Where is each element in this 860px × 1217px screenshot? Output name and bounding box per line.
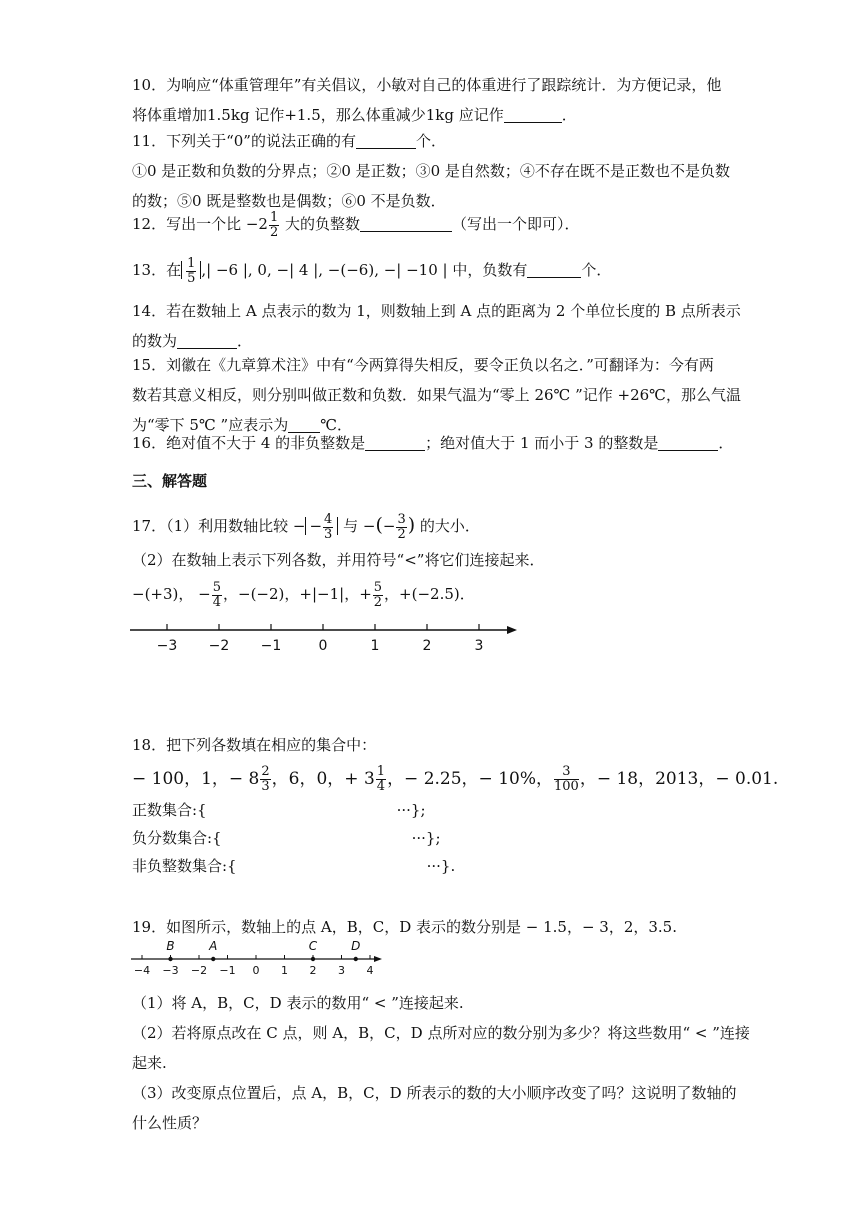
q12-frac-num: 1 <box>269 209 279 225</box>
q19-sub3b: 什么性质？ <box>132 1114 208 1132</box>
q12-tail: （写出一个即可）． <box>452 215 580 233</box>
question-10 <box>132 70 732 130</box>
q19-point-label: D <box>351 940 361 953</box>
question-16 <box>132 428 732 458</box>
question-11 <box>132 126 732 216</box>
q17-frac-3 <box>212 581 222 609</box>
q18-set1-label: 正数集合:{ <box>132 801 207 819</box>
q18-set-positive <box>132 796 732 824</box>
section-title: 三、解答题 <box>132 472 208 490</box>
q19-point-label: C <box>308 940 318 953</box>
q17-axis-arrow <box>507 626 517 634</box>
q14-end: ． <box>237 332 253 350</box>
q18-num-b: ，6，0，+ 3 <box>271 769 375 789</box>
q19-point-label: A <box>209 940 218 953</box>
q19-tick-label: 0 <box>252 964 260 977</box>
q12-fraction <box>269 211 279 239</box>
q17-frac3-den: 4 <box>212 594 222 610</box>
q13-fraction <box>186 257 196 285</box>
q17-frac2-num: 3 <box>397 511 406 527</box>
q17-tick-label: −2 <box>208 638 230 654</box>
q15-line2: 数若其意义相反，则分别叫做正数和负数．如果气温为“零上 26℃ ”记作 +26℃，那么气温 <box>132 386 741 404</box>
q18-frac-1 <box>260 765 270 793</box>
q12-frac-den: 2 <box>269 224 279 240</box>
q11-line3: 的数；⑤0 既是整数也是偶数；⑥0 不是负数． <box>132 192 446 210</box>
q17-abs-expr: − $\frac{4}{3}$ <box>305 517 338 535</box>
question-13 <box>132 253 732 287</box>
q11-line1-text: 11．下列关于“0”的说法正确的有 <box>132 132 356 150</box>
q17-frac1-num: 4 <box>324 511 333 527</box>
q19-tick-label: −4 <box>133 964 151 977</box>
q14-line2-text: 的数为 <box>132 332 178 350</box>
q17-frac-1 <box>323 513 333 541</box>
question-14 <box>132 296 741 356</box>
q17-paren-open: ( <box>375 514 383 536</box>
q18-frac2-den: 4 <box>376 779 386 794</box>
q17-frac4-den: 2 <box>373 594 383 610</box>
q13-answer-blank[interactable] <box>527 259 581 278</box>
q10-answer-blank[interactable] <box>504 104 562 123</box>
q17-paren-close: ) <box>407 514 416 536</box>
q17-num-1: −(+3)， <box>132 585 194 603</box>
q18-numbers <box>132 762 779 796</box>
q18-num-d: ，− 18，2013，− 0.01. <box>579 769 779 789</box>
q13-tail: 个． <box>581 261 612 279</box>
q19-point-label: B <box>166 940 175 953</box>
q17-p1c: 的大小． <box>415 517 480 535</box>
q12-pre: 12．写出一个比 −2 <box>132 215 268 233</box>
q10-line1: 10．为响应“体重管理年”有关倡议，小敏对自己的体重进行了跟踪统计．为方便记录，他 <box>132 76 722 94</box>
q18-frac-3 <box>554 765 579 793</box>
q19-tick-label: −3 <box>162 964 179 977</box>
q19-point <box>354 957 358 961</box>
q17-frac4-num: 5 <box>373 579 383 595</box>
q13-frac-den: 5 <box>187 270 196 286</box>
q19-number-line <box>128 940 388 980</box>
q18-num-c: ，− 2.25，− 10%， <box>387 769 553 789</box>
q18-frac1-den: 3 <box>261 779 270 794</box>
q19-point <box>311 957 315 961</box>
q18-set-nonneg-int <box>132 852 732 880</box>
question-18 <box>132 728 779 880</box>
q19-tick-label: 4 <box>366 964 374 977</box>
q18-frac2-num: 1 <box>376 764 386 780</box>
question-12 <box>132 207 732 241</box>
q18-frac1-num: 2 <box>261 764 270 780</box>
q17-number-line[interactable] <box>125 618 525 658</box>
q17-tick-label: 2 <box>422 638 432 654</box>
q12-post: 大的负整数 <box>280 215 361 233</box>
q17-tick-label: 3 <box>474 638 484 654</box>
q19-tick-label: 2 <box>309 964 317 977</box>
q12-line <box>132 207 732 241</box>
q10-line2-text: 将体重增加1.5kg 记作+1.5，那么体重减少1kg 应记作 <box>132 106 504 124</box>
q17-tick-label: 0 <box>318 638 328 654</box>
q15-line1: 15．刘徽在《九章算术注》中有“今两算得失相反，要令正负以名之．”可翻译为：今有两 <box>132 356 714 374</box>
q17-num-mid: ，−(−2)，+|−1|，+ <box>223 585 372 603</box>
question-17 <box>132 508 732 611</box>
q19-line1: 19．如图所示，数轴上的点 A，B，C，D 表示的数分别是 − 1.5，− 3，2，3.5. <box>132 918 677 936</box>
q13-frac-num: 1 <box>187 255 196 271</box>
q19-sub2b: 起来. <box>132 1054 167 1072</box>
q17-part1: 17．（1）利用数轴比较 − − $\frac{4}{3}$ 与 −(− $\frac{3}{2}$ ) 的大小． <box>132 511 480 542</box>
q17-frac1-den: 3 <box>324 526 333 542</box>
q16-line <box>132 428 732 458</box>
q10-end: ． <box>561 106 577 124</box>
q19-tick-label: −2 <box>190 964 208 977</box>
q16-b: ；绝对值大于 1 而小于 3 的整数是 <box>425 434 659 452</box>
q15-line3-text: 为“零下 5℃ ”应表示为 <box>132 416 289 434</box>
q11-line1 <box>132 126 732 156</box>
q13-pre: 13．在 <box>132 261 182 279</box>
q17-frac-2 <box>396 513 406 541</box>
q17-tick-label: −1 <box>260 638 282 654</box>
q17-p1b: 与 − <box>338 517 376 535</box>
q18-frac-2 <box>376 765 386 793</box>
q17-tick-label: −3 <box>156 638 178 654</box>
q17-num-end: ，+(−2.5)． <box>384 585 475 603</box>
q11-line2: ①0 是正数和负数的分界点；②0 是正数；③0 是自然数；④不存在既不是正数也不是负数 <box>132 162 730 180</box>
question-15 <box>132 350 741 440</box>
q17-p1a: 17．（1）利用数轴比较 − <box>132 517 306 535</box>
q16-a: 16．绝对值不大于 4 的非负整数是 <box>132 434 366 452</box>
q18-frac3-num: 3 <box>554 765 579 780</box>
q13-abs-fraction <box>181 255 201 286</box>
q19-sub2a: （2）若将原点改在 C 点，则 A，B，C，D 点所对应的数分别为多少？将这些数用“ < ”连接 <box>132 1024 750 1042</box>
q19-sub1: （1）将 A，B，C，D 表示的数用“ < ”连接起来. <box>132 994 464 1012</box>
q19-sub3a: （3）改变原点位置后，点 A，B，C，D 所表示的数的大小顺序改变了吗？这说明了数轴的 <box>132 1084 737 1102</box>
q17-part2: （2）在数轴上表示下列各数，并用符号“<”将它们连接起来． <box>132 551 545 569</box>
q18-set2-label: 负分数集合:{ <box>132 829 222 847</box>
q17-frac2-den: 2 <box>397 526 406 542</box>
q18-set2-dots: ···}; <box>411 829 441 847</box>
q17-frac3-num: 5 <box>212 579 222 595</box>
q18-line1: 18．把下列各数填在相应的集合中： <box>132 736 377 754</box>
q16-blank-1[interactable] <box>365 432 425 451</box>
q18-set1-dots: ···}; <box>396 801 426 819</box>
q14-answer-blank[interactable] <box>177 330 237 349</box>
q19-point <box>168 957 172 961</box>
q18-num-a: − 100，1，− 8 <box>132 769 260 789</box>
q17-tick-label: 1 <box>370 638 380 654</box>
q19-point <box>211 957 215 961</box>
q11-answer-blank[interactable] <box>356 130 416 149</box>
q19-tick-label: 1 <box>281 964 288 977</box>
q13-line <box>132 253 732 287</box>
q18-frac3-den: 100 <box>554 779 579 794</box>
q13-list: ,| −6 |, 0, −| 4 |, −(−6), −| −10 | 中，负数有 <box>201 261 528 279</box>
q18-set3-dots: ···}. <box>426 857 456 875</box>
q11-line1-end: 个． <box>415 132 446 150</box>
q17-numbers: −(+3)， − $\frac{5}{4}$ ，−(−2)，+|−1|，+ $\frac{5}{2}$ ，+(−2.5)． <box>132 579 475 610</box>
q14-line1: 14．若在数轴上 A 点表示的数为 1，则数轴上到 A 点的距离为 2 个单位长度的 B 点所表示 <box>132 302 741 320</box>
q18-set-negfrac <box>132 824 732 852</box>
q16-end: ． <box>718 434 734 452</box>
q15-end: ℃． <box>320 416 352 434</box>
q17-frac-4 <box>373 581 383 609</box>
q19-tick-label: −1 <box>219 964 236 977</box>
q19-axis-arrow <box>374 956 382 962</box>
q18-set3-label: 非负整数集合:{ <box>132 857 237 875</box>
q19-tick-label: 3 <box>338 964 345 977</box>
q12-answer-blank[interactable] <box>360 213 452 232</box>
question-19 <box>132 912 732 942</box>
question-19-parts <box>132 988 750 1138</box>
q16-blank-2[interactable] <box>658 432 718 451</box>
